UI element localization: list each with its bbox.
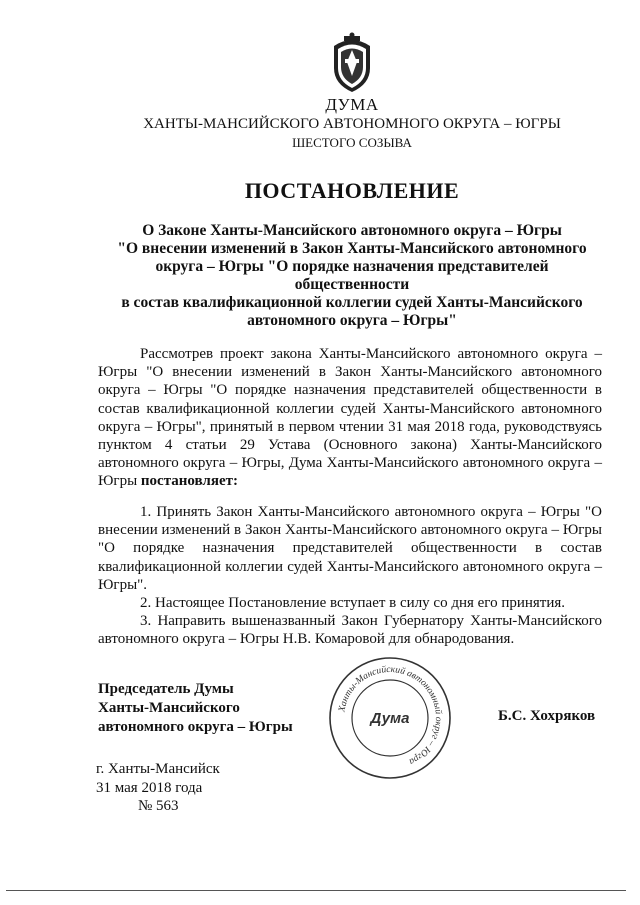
signatory-line: Ханты-Мансийского <box>98 700 240 716</box>
issue-number: № 563 <box>138 798 179 814</box>
point-1: 1. Принять Закон Ханты-Мансийского автономного округа – Югры "О внесении изменений в Закон Ханты-Мансийского автономного округа – Югры "О порядке назначения представителей общественности в состав квалификационной коллегии судей Ханты-Мансийского автономного округа – Югры". <box>98 504 602 593</box>
subject-line: О Законе Ханты-Мансийского автономного округа – Югры <box>142 222 562 239</box>
org-name: ДУМА <box>325 95 379 114</box>
signatory-line: Председатель Думы <box>98 681 234 697</box>
official-stamp <box>326 654 454 782</box>
intro-paragraph <box>98 345 602 491</box>
intro-text: Рассмотрев проект закона Ханты-Мансийского автономного округа – Югры "О внесении изменений в Закон Ханты-Мансийского автономного округа – Югры "О порядке назначения представителей общественности в состав квалификационной коллегии судей Ханты-Мансийского автономного округа – Югры", принятый в первом чтении 31 мая 2018 года, руководствуясь пунктом 4 статьи 29 Устава (Основного закона) Ханты-Мансийского автономного округа – Югры, Дума Ханты-Мансийского автономного округа – Югры <box>98 346 602 490</box>
document-subject <box>105 222 599 330</box>
subject-line: "О внесении изменений в Закон Ханты-Мансийского автономного <box>117 240 587 257</box>
point-2: 2. Настоящее Постановление вступает в силу со дня его принятия. <box>140 595 566 612</box>
stamp-center-text: Дума <box>370 710 410 727</box>
document-title: ПОСТАНОВЛЕНИЕ <box>244 178 460 203</box>
signatory-title <box>98 680 318 737</box>
point-3: 3. Направить вышеназванный Закон Губернатору Ханты-Мансийского автономного округа – Югры Н.В. Комаровой для обнародования. <box>98 613 602 648</box>
decision-word: постановляет: <box>140 473 238 490</box>
subject-line: в состав квалификационной коллегии судей Ханты-Мансийского <box>121 294 583 311</box>
coat-of-arms-icon <box>328 32 376 94</box>
signatory-name: Б.С. Хохряков <box>498 708 596 724</box>
issue-details <box>96 760 220 816</box>
subject-line: округа – Югры "О порядке назначения представителей общественности <box>155 258 549 293</box>
decision-points <box>98 503 602 649</box>
subject-line: автономного округа – Югры" <box>247 312 457 329</box>
stamp-ring-text: Ханты-Мансийский автономный округ – Югра <box>337 664 444 767</box>
bottom-rule <box>6 890 626 891</box>
issue-city: г. Ханты-Мансийск <box>96 761 220 777</box>
org-region: ХАНТЫ-МАНСИЙСКОГО АВТОНОМНОГО ОКРУГА – ЮГРЫ <box>143 116 561 132</box>
issue-date: 31 мая 2018 года <box>96 779 203 796</box>
org-convocation: ШЕСТОГО СОЗЫВА <box>292 135 412 150</box>
signatory-line: автономного округа – Югры <box>98 719 293 735</box>
